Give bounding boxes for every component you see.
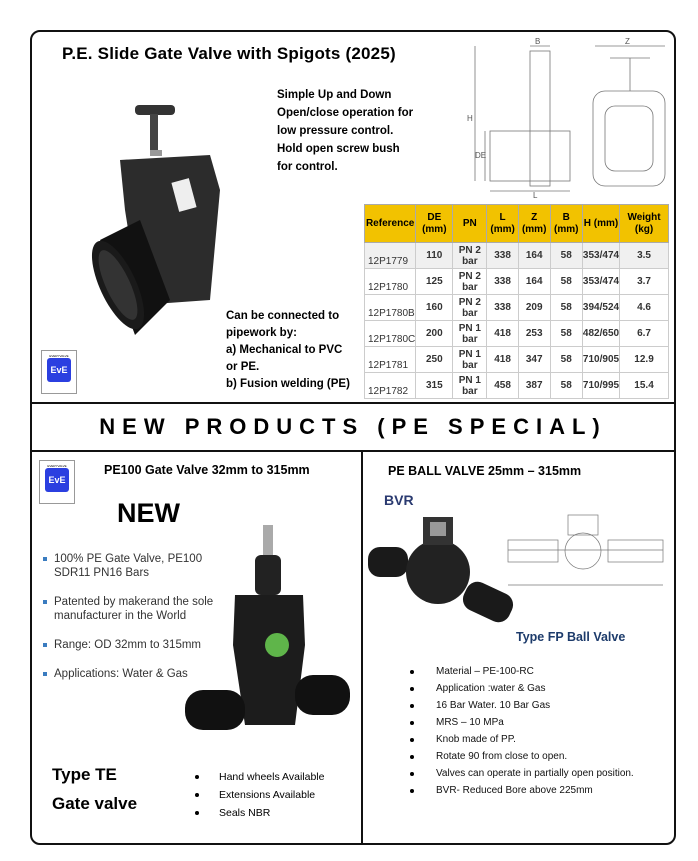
ball-valve-bullets bbox=[408, 663, 634, 799]
col-b: B (mm) bbox=[550, 205, 582, 243]
table-cell: PN 1 bar bbox=[453, 321, 487, 347]
list-item: 100% PE Gate Valve, PE100 SDR11 PN16 Bars bbox=[40, 552, 230, 580]
type-line: Gate valve bbox=[52, 794, 138, 813]
desc-line: Simple Up and Down bbox=[277, 89, 392, 101]
new-label: NEW bbox=[117, 498, 180, 528]
table-cell: 200 bbox=[416, 321, 453, 347]
spec-table bbox=[364, 204, 669, 399]
dim-l: L bbox=[533, 191, 538, 198]
table-row bbox=[365, 295, 669, 321]
table-cell: 418 bbox=[487, 347, 519, 373]
type-line: Type TE bbox=[52, 765, 117, 784]
table-header-row bbox=[365, 205, 669, 243]
col-h: H (mm) bbox=[582, 205, 619, 243]
desc-line: Open/close operation for bbox=[277, 107, 414, 119]
table-cell: 12P1780B bbox=[365, 295, 416, 321]
table-cell: PN 2 bar bbox=[453, 269, 487, 295]
list-item: Seals NBR bbox=[192, 804, 324, 822]
ball-valve-image bbox=[368, 512, 518, 632]
col-l: L (mm) bbox=[487, 205, 519, 243]
col-z: Z (mm) bbox=[518, 205, 550, 243]
table-cell: 315 bbox=[416, 373, 453, 399]
table-cell: 12P1781 bbox=[365, 347, 416, 373]
logo-mark: EvE bbox=[47, 358, 71, 382]
new-products-banner: NEW PRODUCTS (PE SPECIAL) bbox=[30, 402, 676, 452]
list-item: Knob made of PP. bbox=[408, 731, 634, 748]
conn-line: b) Fusion welding (PE) bbox=[226, 378, 350, 390]
conn-line: a) Mechanical to PVC bbox=[226, 344, 343, 356]
type-fp-label: Type FP Ball Valve bbox=[516, 630, 626, 644]
bvr-label: BVR bbox=[384, 492, 414, 508]
conn-line: pipework by: bbox=[226, 327, 297, 339]
list-item: Application :water & Gas bbox=[408, 680, 634, 697]
table-cell: PN 2 bar bbox=[453, 295, 487, 321]
col-reference: Reference bbox=[365, 205, 416, 243]
col-weight: Weight (kg) bbox=[620, 205, 669, 243]
feature-list bbox=[192, 768, 324, 822]
table-cell: PN 1 bar bbox=[453, 347, 487, 373]
table-cell: 58 bbox=[550, 243, 582, 269]
table-cell: 250 bbox=[416, 347, 453, 373]
list-item: Range: OD 32mm to 315mm bbox=[40, 638, 230, 652]
table-cell: 58 bbox=[550, 295, 582, 321]
table-cell: 110 bbox=[416, 243, 453, 269]
table-cell: 12P1782 bbox=[365, 373, 416, 399]
conn-line: Can be connected to bbox=[226, 310, 340, 322]
table-row bbox=[365, 269, 669, 295]
dim-de: DE bbox=[475, 151, 487, 160]
desc-line: Hold open screw bush bbox=[277, 143, 400, 155]
slide-gate-valve-image bbox=[80, 100, 250, 340]
type-te-label bbox=[52, 760, 137, 818]
table-cell: 4.6 bbox=[620, 295, 669, 321]
list-item: Material – PE-100-RC bbox=[408, 663, 634, 680]
table-row bbox=[365, 243, 669, 269]
table-cell: 458 bbox=[487, 373, 519, 399]
table-cell: PN 1 bar bbox=[453, 373, 487, 399]
ball-valve-drawing bbox=[498, 510, 668, 595]
table-cell: 3.7 bbox=[620, 269, 669, 295]
list-item: Rotate 90 from close to open. bbox=[408, 748, 634, 765]
table-cell: 12.9 bbox=[620, 347, 669, 373]
ball-valve-title: PE BALL VALVE 25mm – 315mm bbox=[388, 464, 582, 478]
table-row bbox=[365, 347, 669, 373]
table-cell: 58 bbox=[550, 269, 582, 295]
table-cell: 353/474 bbox=[582, 269, 619, 295]
table-cell: 710/905 bbox=[582, 347, 619, 373]
connection-text bbox=[226, 308, 350, 393]
table-cell: 12P1780 bbox=[365, 269, 416, 295]
list-item: BVR- Reduced Bore above 225mm bbox=[408, 782, 634, 799]
list-item: Applications: Water & Gas bbox=[40, 667, 230, 681]
table-cell: 418 bbox=[487, 321, 519, 347]
table-cell: 164 bbox=[518, 269, 550, 295]
table-cell: 12P1779 bbox=[365, 243, 416, 269]
list-item: 16 Bar Water. 10 Bar Gas bbox=[408, 697, 634, 714]
list-item: MRS – 10 MPa bbox=[408, 714, 634, 731]
pe100-gate-valve-image bbox=[185, 525, 355, 765]
desc-line: low pressure control. bbox=[277, 125, 394, 137]
conn-line: or PE. bbox=[226, 361, 260, 373]
table-cell: 387 bbox=[518, 373, 550, 399]
list-item: Patented by makerand the sole manufacturer in the World bbox=[40, 595, 230, 623]
technical-drawing bbox=[455, 36, 675, 198]
table-cell: 209 bbox=[518, 295, 550, 321]
table-cell: 15.4 bbox=[620, 373, 669, 399]
slide-gate-description bbox=[277, 86, 413, 176]
table-cell: 347 bbox=[518, 347, 550, 373]
pe100-gate-title: PE100 Gate Valve 32mm to 315mm bbox=[104, 463, 310, 477]
table-row bbox=[365, 321, 669, 347]
table-cell: 482/650 bbox=[582, 321, 619, 347]
table-cell: 394/524 bbox=[582, 295, 619, 321]
dim-h: H bbox=[467, 114, 473, 123]
table-cell: 3.5 bbox=[620, 243, 669, 269]
list-item: Valves can operate in partially open position. bbox=[408, 765, 634, 782]
table-cell: 253 bbox=[518, 321, 550, 347]
table-cell: 58 bbox=[550, 373, 582, 399]
table-cell: 58 bbox=[550, 321, 582, 347]
table-cell: 160 bbox=[416, 295, 453, 321]
table-cell: 710/995 bbox=[582, 373, 619, 399]
table-cell: 353/474 bbox=[582, 243, 619, 269]
table-cell: 125 bbox=[416, 269, 453, 295]
list-item: Hand wheels Available bbox=[192, 768, 324, 786]
table-cell: 338 bbox=[487, 243, 519, 269]
table-row bbox=[365, 373, 669, 399]
desc-line: for control. bbox=[277, 161, 338, 173]
everyvalve-logo: EVERYVALVE EvE bbox=[39, 460, 75, 504]
logo-mark: EvE bbox=[45, 468, 69, 492]
everyvalve-logo: EVERYVALVE EvE bbox=[41, 350, 77, 394]
table-cell: 12P1780C bbox=[365, 321, 416, 347]
dim-z: Z bbox=[625, 37, 630, 46]
table-cell: 338 bbox=[487, 295, 519, 321]
col-pn: PN bbox=[453, 205, 487, 243]
table-cell: 6.7 bbox=[620, 321, 669, 347]
list-item: Extensions Available bbox=[192, 786, 324, 804]
dim-b: B bbox=[535, 37, 541, 46]
slide-gate-title: P.E. Slide Gate Valve with Spigots (2025) bbox=[62, 44, 396, 63]
section-divider bbox=[361, 452, 363, 845]
table-cell: 58 bbox=[550, 347, 582, 373]
col-de: DE (mm) bbox=[416, 205, 453, 243]
table-cell: 338 bbox=[487, 269, 519, 295]
table-cell: PN 2 bar bbox=[453, 243, 487, 269]
table-cell: 164 bbox=[518, 243, 550, 269]
